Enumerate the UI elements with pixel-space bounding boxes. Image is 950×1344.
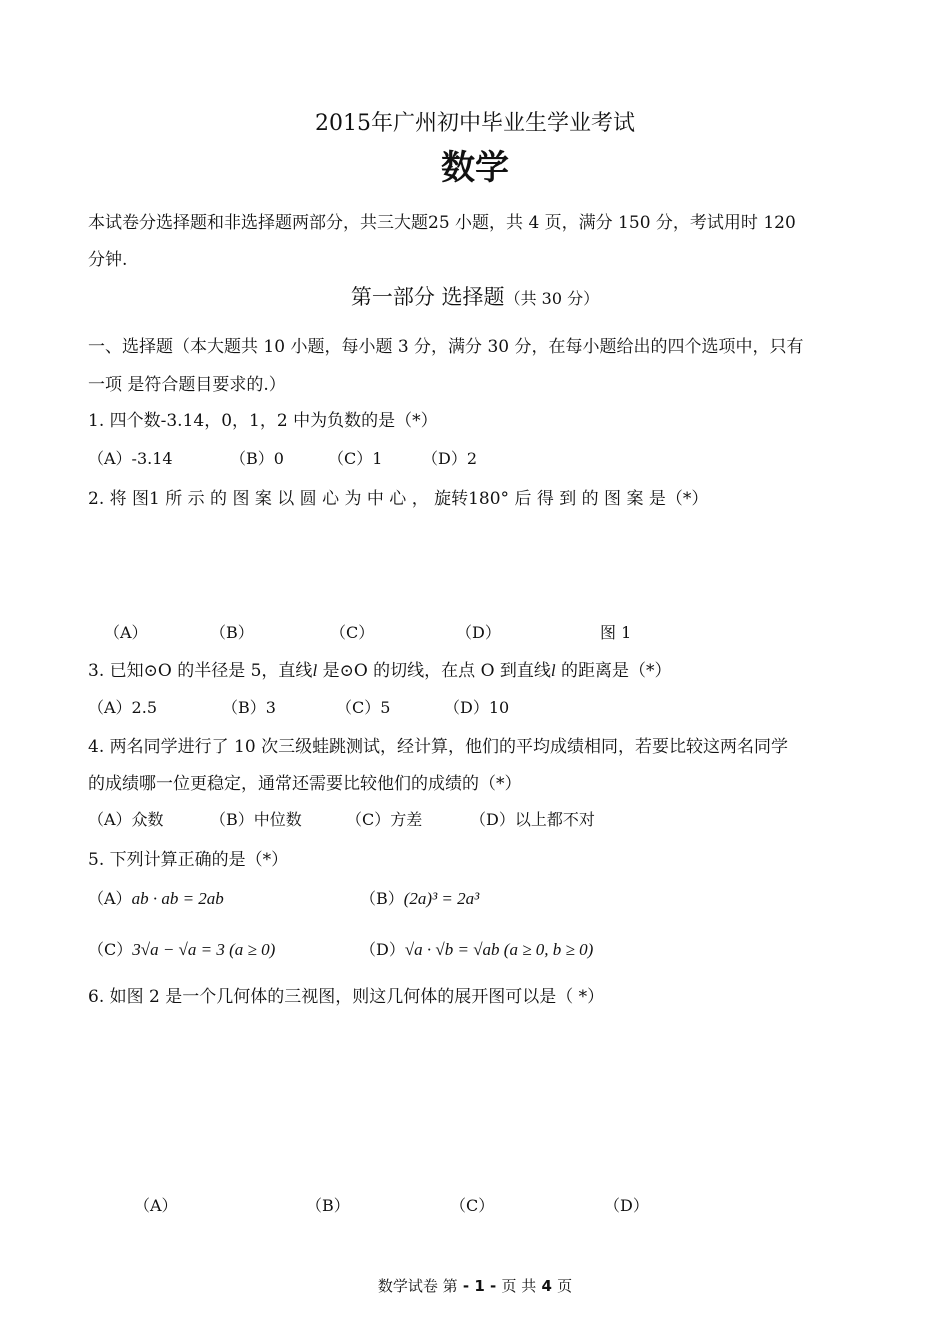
q5-option-a-label: （A）: [88, 889, 132, 908]
q2-option-b: （B）: [210, 623, 254, 642]
q1-option-b: （B）0: [230, 449, 284, 468]
q4-option-c: （C）方差: [346, 810, 423, 829]
q5-option-c-label: （C）: [88, 940, 133, 959]
footer-page-number: - 1 -: [457, 1277, 502, 1295]
q5-option-b-label: （B）: [360, 889, 404, 908]
q1-option-c: （C）1: [328, 449, 383, 468]
q2-figure-label: 图 1: [600, 623, 632, 642]
q5-option-c-expression: 3√a − √a = 3 (a ≥ 0): [132, 940, 276, 959]
q5-option-b-expression: (2a)³ = 2a³: [403, 889, 480, 908]
exam-title: 2015年广州初中毕业生学业考试: [315, 111, 635, 136]
q2-option-d: （D）: [456, 623, 501, 642]
q5-stem: 5. 下列计算正确的是（*）: [88, 850, 289, 870]
q2-option-a: （A）: [104, 623, 148, 642]
section-one-line-1: 一、选择题（本大题共 10 小题，每小题 3 分，满分 30 分，在每小题给出的四个选项中，只有: [88, 337, 804, 357]
subject-title: 数学: [441, 148, 509, 188]
section-one-line-2: 一项 是符合题目要求的.）: [88, 375, 286, 395]
q3-option-b: （B）3: [222, 698, 276, 717]
q3-option-a: （A）2.5: [88, 698, 158, 717]
q4-option-d: （D）以上都不对: [470, 810, 595, 829]
q6-figure-area: [88, 1015, 868, 1185]
q3-stem: [88, 656, 672, 681]
q5-option-b: [360, 886, 479, 909]
intro-line-2: 分钟.: [88, 250, 128, 270]
q1-option-d: （D）2: [422, 449, 478, 468]
q6-option-b: （B）: [306, 1196, 350, 1215]
q6-option-d: （D）: [604, 1196, 649, 1215]
q3-option-d: （D）10: [444, 698, 510, 717]
q2-stem: 2. 将 图1 所 示 的 图 案 以 圆 心 为 中 心 ， 旋转180° 后 得 到 的 图 案 是（*）: [88, 489, 709, 509]
q6-option-c: （C）: [450, 1196, 495, 1215]
q6-stem: 6. 如图 2 是一个几何体的三视图，则这几何体的展开图可以是（ *）: [88, 987, 605, 1007]
q6-option-a: （A）: [134, 1196, 178, 1215]
footer-total-pages: 4: [536, 1277, 558, 1295]
page-footer: [0, 1275, 950, 1296]
part-one-heading: [0, 281, 950, 311]
q4-option-a: （A）众数: [88, 810, 164, 829]
part-one-score: （共 30 分）: [504, 289, 600, 308]
q3-line-symbol-2: l: [550, 661, 556, 680]
footer-prefix: 数学试卷 第: [377, 1277, 458, 1295]
part-one-title: 第一部分 选择题: [350, 285, 505, 309]
q3-stem-part-a: 3. 已知⊙O 的半径是 5，直线: [88, 661, 313, 681]
q4-stem-line-1: 4. 两名同学进行了 10 次三级蛙跳测试，经计算，他们的平均成绩相同，若要比较这两名同学: [88, 737, 789, 757]
q1-stem: 1. 四个数-3.14，0，1，2 中为负数的是（*）: [88, 411, 438, 431]
q3-stem-part-b: 是⊙O 的切线，在点 O 到直线: [317, 661, 551, 681]
q5-option-c: [88, 937, 275, 960]
q1-option-a: （A）-3.14: [88, 449, 173, 468]
q5-option-d: [360, 937, 593, 960]
q3-stem-part-c: 的距离是（*）: [555, 661, 672, 681]
q3-line-symbol: l: [312, 661, 318, 680]
q5-option-d-label: （D）: [360, 940, 405, 959]
q2-option-c: （C）: [330, 623, 375, 642]
q2-figure-area: [88, 512, 868, 612]
q5-option-d-expression: √a · √b = √ab (a ≥ 0, b ≥ 0): [404, 940, 594, 959]
q5-option-a: [88, 886, 224, 909]
q4-stem-line-2: 的成绩哪一位更稳定，通常还需要比较他们的成绩的（*）: [88, 774, 522, 794]
q3-option-c: （C）5: [336, 698, 391, 717]
intro-line-1: 本试卷分选择题和非选择题两部分，共三大题25 小题，共 4 页，满分 150 分，考试用时 120: [88, 213, 796, 233]
footer-mid: 页 共: [501, 1277, 537, 1295]
footer-suffix: 页: [557, 1277, 573, 1295]
q5-option-a-expression: ab · ab = 2ab: [131, 889, 224, 908]
q4-option-b: （B）中位数: [210, 810, 302, 829]
